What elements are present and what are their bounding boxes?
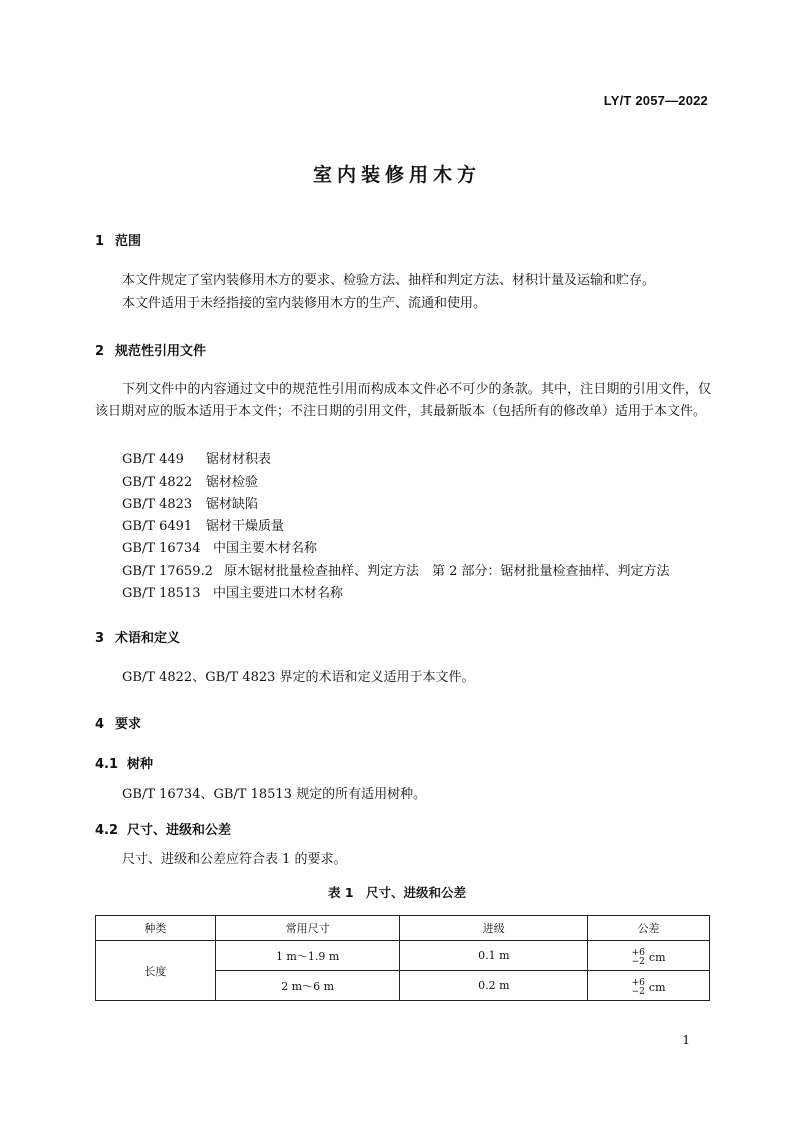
reference-name: 原木锯材批量检查抽样、判定方法 第 2 部分：锯材批量检查抽样、判定方法 bbox=[224, 564, 670, 579]
scope-paragraph-1: 本文件规定了室内装修用木方的要求、检验方法、抽样和判定方法、材积计量及运输和贮存。 bbox=[122, 273, 656, 288]
section-1-heading bbox=[95, 230, 141, 249]
reference-code: GB/T 4822 bbox=[122, 475, 193, 490]
terms-paragraph: GB/T 4822、GB/T 4823 界定的术语和定义适用于本文件。 bbox=[122, 670, 475, 685]
section-4-1-heading bbox=[95, 753, 153, 772]
reference-item bbox=[122, 493, 258, 512]
section-title: 规范性引用文件 bbox=[115, 344, 207, 359]
dimensions-table bbox=[95, 915, 710, 1001]
section-3-heading bbox=[95, 627, 180, 646]
section-title: 术语和定义 bbox=[115, 631, 181, 646]
reference-code: GB/T 449 bbox=[122, 452, 184, 467]
reference-item bbox=[122, 471, 258, 490]
tolerance-cell bbox=[588, 971, 710, 1001]
standard-number: LY/T 2057—2022 bbox=[603, 93, 708, 108]
section-number: 4.1 bbox=[95, 757, 119, 772]
reference-code: GB/T 4823 bbox=[122, 497, 193, 512]
page-number: 1 bbox=[682, 1033, 690, 1047]
tolerance-cell bbox=[588, 941, 710, 971]
reference-name: 锯材干燥质量 bbox=[206, 519, 285, 534]
size-cell: 2 m～6 m bbox=[215, 971, 400, 1001]
tolerance-value bbox=[632, 949, 666, 967]
reference-code: GB/T 18513 bbox=[122, 586, 201, 601]
species-paragraph: GB/T 16734、GB/T 18513 规定的所有适用树种。 bbox=[122, 787, 427, 802]
section-4-heading bbox=[95, 713, 141, 732]
normative-references-paragraph: 下列文件中的内容通过文中的规范性引用而构成本文件必不可少的条款。其中，注日期的引用文件，仅该日期对应的版本适用于本文件；不注日期的引用文件，其最新版本（包括所有的修改单）适用于本文件。 bbox=[95, 382, 711, 419]
reference-item bbox=[122, 448, 271, 467]
reference-name: 中国主要木材名称 bbox=[213, 541, 318, 556]
table-header-cell: 常用尺寸 bbox=[215, 916, 400, 941]
tolerance-unit: cm bbox=[648, 951, 666, 964]
section-2-heading bbox=[95, 340, 206, 359]
tolerance-minus: −2 bbox=[631, 956, 645, 967]
reference-name: 锯材缺陷 bbox=[206, 497, 259, 512]
tolerance-plus: +6 bbox=[631, 977, 645, 988]
size-cell: 1 m～1.9 m bbox=[215, 941, 400, 971]
reference-item bbox=[122, 582, 343, 601]
step-cell: 0.1 m bbox=[400, 941, 588, 971]
table-title: 表 1 尺寸、进级和公差 bbox=[327, 885, 467, 900]
table-header-row bbox=[96, 916, 710, 941]
section-title: 要求 bbox=[115, 717, 142, 732]
table-header-cell: 进级 bbox=[400, 916, 588, 941]
tolerance-minus: −2 bbox=[631, 986, 645, 997]
scope-paragraph-2: 本文件适用于未经指接的室内装修用木方的生产、流通和使用。 bbox=[122, 296, 487, 311]
step-cell: 0.2 m bbox=[400, 971, 588, 1001]
reference-item bbox=[122, 515, 284, 534]
table-header-cell: 公差 bbox=[588, 916, 710, 941]
section-number: 2 bbox=[95, 344, 105, 359]
reference-code: GB/T 17659.2 bbox=[122, 564, 213, 579]
tolerance-unit: cm bbox=[648, 981, 666, 994]
section-title: 范围 bbox=[115, 234, 142, 249]
dimensions-paragraph: 尺寸、进级和公差应符合表 1 的要求。 bbox=[122, 852, 347, 867]
category-cell: 长度 bbox=[96, 941, 216, 1001]
table-header-cell: 种类 bbox=[96, 916, 216, 941]
reference-name: 锯材材积表 bbox=[206, 452, 272, 467]
section-4-2-heading bbox=[95, 819, 231, 838]
section-title: 尺寸、进级和公差 bbox=[127, 823, 232, 838]
tolerance-value bbox=[632, 979, 666, 997]
reference-name: 锯材检验 bbox=[206, 475, 259, 490]
section-number: 4 bbox=[95, 717, 105, 732]
section-title: 树种 bbox=[127, 757, 154, 772]
reference-name: 中国主要进口木材名称 bbox=[213, 586, 344, 601]
tolerance-plus: +6 bbox=[631, 947, 645, 958]
section-number: 1 bbox=[95, 234, 105, 249]
table-row bbox=[96, 941, 710, 971]
reference-code: GB/T 16734 bbox=[122, 541, 201, 556]
reference-code: GB/T 6491 bbox=[122, 519, 193, 534]
section-number: 4.2 bbox=[95, 823, 119, 838]
reference-item bbox=[122, 537, 317, 556]
reference-item bbox=[122, 560, 670, 579]
document-title: 室内装修用木方 bbox=[312, 164, 481, 186]
section-number: 3 bbox=[95, 631, 105, 646]
